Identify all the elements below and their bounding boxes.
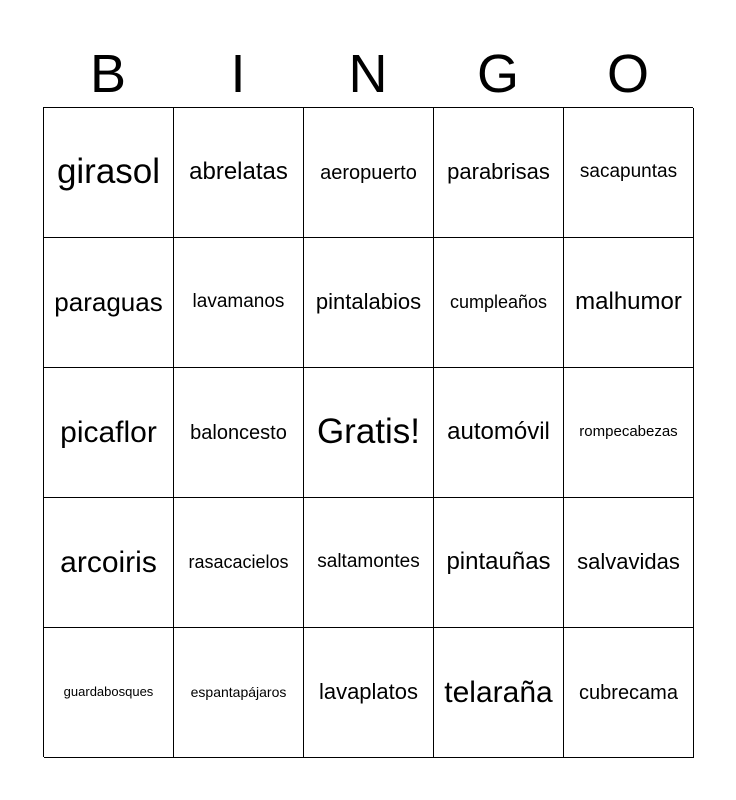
bingo-cell: espantapájaros [174,628,304,758]
bingo-cell: arcoiris [44,498,174,628]
header-letter-b: B [89,44,127,104]
bingo-board [43,107,693,757]
bingo-cell: rasacacielos [174,498,304,628]
header-letter-i: I [230,44,246,104]
bingo-cell: malhumor [564,238,694,368]
bingo-cell: cubrecama [564,628,694,758]
bingo-cell: paraguas [44,238,174,368]
bingo-cell: abrelatas [174,108,304,238]
bingo-cell: cumpleaños [434,238,564,368]
bingo-cell: lavamanos [174,238,304,368]
bingo-cell: sacapuntas [564,108,694,238]
bingo-cell: saltamontes [304,498,434,628]
bingo-cell: telaraña [434,628,564,758]
bingo-cell: girasol [44,108,174,238]
header-letter-n: N [348,44,388,104]
bingo-cell: aeropuerto [304,108,434,238]
bingo-cell: salvavidas [564,498,694,628]
bingo-cell: pintalabios [304,238,434,368]
bingo-cell: rompecabezas [564,368,694,498]
header-letter-o: O [606,44,649,104]
header-letter-g: G [476,44,519,104]
bingo-cell: automóvil [434,368,564,498]
bingo-cell: lavaplatos [304,628,434,758]
bingo-cell: parabrisas [434,108,564,238]
bingo-cell: guardabosques [44,628,174,758]
bingo-cell: pintauñas [434,498,564,628]
bingo-header [43,40,693,108]
bingo-cell: picaflor [44,368,174,498]
free-space-cell: Gratis! [304,368,434,498]
bingo-cell: baloncesto [174,368,304,498]
